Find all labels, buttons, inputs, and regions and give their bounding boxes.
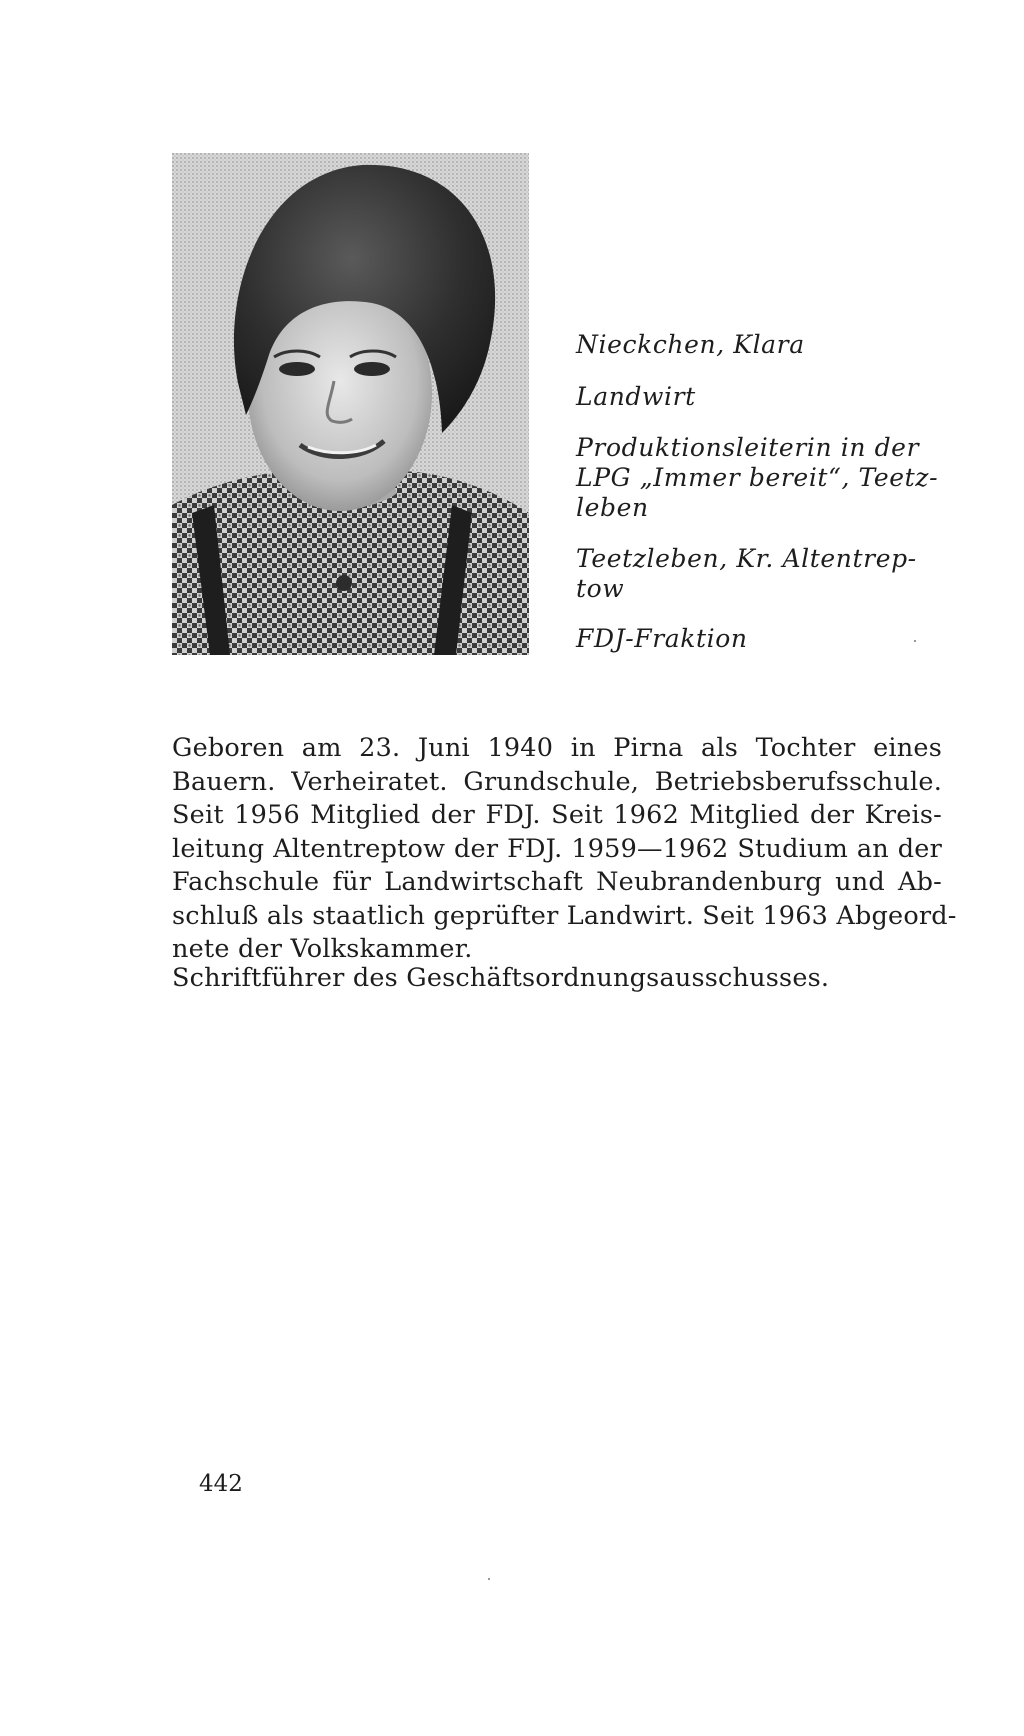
- scan-speck: [914, 640, 916, 642]
- biography-line: Fachschule für Landwirtschaft Neubrandenburg und Ab-: [172, 867, 942, 897]
- biography-line: schluß als staatlich geprüfter Landwirt. Seit 1963 Abgeord-: [172, 900, 957, 931]
- biography-line: leitung Altentreptow der FDJ. 1959—1962 Studium an der: [172, 833, 942, 864]
- scan-speck: [488, 1578, 490, 1580]
- committee-role: Schriftführer des Geschäftsordnungsausschusses.: [172, 963, 830, 993]
- biography-paragraph: [172, 732, 957, 967]
- page-number: 442: [199, 1471, 243, 1497]
- person-name: Nieckchen, Klara: [576, 330, 805, 359]
- biography-line: Geboren am 23. Juni 1940 in Pirna als Tochter eines: [172, 733, 942, 763]
- biography-line: Seit 1956 Mitglied der FDJ. Seit 1962 Mitglied der Kreis-: [172, 800, 942, 830]
- person-faction: FDJ-Fraktion: [576, 624, 748, 653]
- portrait-photo: [172, 153, 529, 655]
- biography-line: Bauern. Verheiratet. Grundschule, Betriebsberufsschule.: [172, 766, 942, 797]
- person-residence: Teetzleben, Kr. Altentrep- tow: [576, 544, 917, 603]
- person-position: Produktionsleiterin in der LPG „Immer bereit“, Teetz- leben: [576, 433, 939, 522]
- biography-line: nete der Volkskammer.: [172, 934, 473, 964]
- person-profession: Landwirt: [576, 382, 696, 411]
